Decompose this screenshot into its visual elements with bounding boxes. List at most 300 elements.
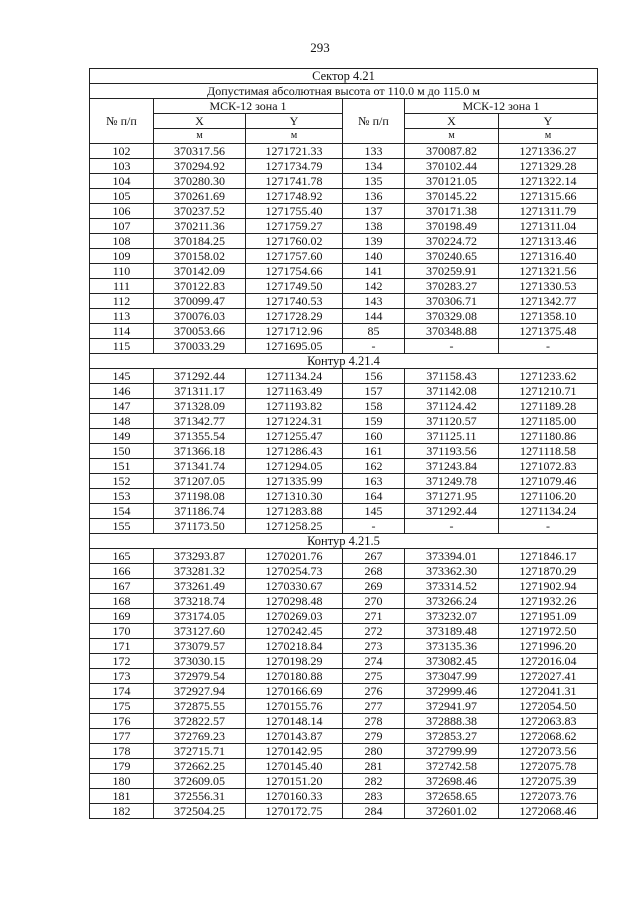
x-left-cell: 373261.49 — [154, 579, 246, 594]
y-right-cell: 1271342.77 — [499, 294, 598, 309]
point-num-right-cell: 268 — [343, 564, 405, 579]
x-right-cell: 370102.44 — [405, 159, 499, 174]
y-right-cell: 1271358.10 — [499, 309, 598, 324]
point-num-right-cell: 283 — [343, 789, 405, 804]
x-left-cell: 373293.87 — [154, 549, 246, 564]
y-right-cell: 1271311.79 — [499, 204, 598, 219]
y-right-cell: 1271375.48 — [499, 324, 598, 339]
table-row — [90, 234, 598, 249]
point-num-right-cell: 140 — [343, 249, 405, 264]
point-num-left-cell: 108 — [90, 234, 154, 249]
section-title: Контур 4.21.4 — [90, 354, 598, 369]
x-left-cell: 370211.36 — [154, 219, 246, 234]
x-left-cell: 373281.32 — [154, 564, 246, 579]
point-num-left-cell: 155 — [90, 519, 154, 534]
y-left-cell: 1271712.96 — [246, 324, 343, 339]
point-num-right-cell: 272 — [343, 624, 405, 639]
y-left-cell: 1271721.33 — [246, 144, 343, 159]
point-num-left-cell: 109 — [90, 249, 154, 264]
x-left-cell: 371198.08 — [154, 489, 246, 504]
y-left-cell: 1270166.69 — [246, 684, 343, 699]
y-left-cell: 1270201.76 — [246, 549, 343, 564]
y-right-cell: 1272068.46 — [499, 804, 598, 819]
x-left-cell: 370142.09 — [154, 264, 246, 279]
point-num-left-cell: 145 — [90, 369, 154, 384]
point-num-left-cell: 149 — [90, 429, 154, 444]
table-row — [90, 579, 598, 594]
y-left-cell: 1270143.87 — [246, 729, 343, 744]
system-header-right: МСК-12 зона 1 — [405, 99, 598, 114]
y-left-cell: 1270242.45 — [246, 624, 343, 639]
y-left-cell: 1271310.30 — [246, 489, 343, 504]
point-num-left-cell: 113 — [90, 309, 154, 324]
table-row — [90, 684, 598, 699]
point-num-left-cell: 181 — [90, 789, 154, 804]
height-range: Допустимая абсолютная высота от 110.0 м до 115.0 м — [90, 84, 598, 99]
y-right-cell: 1271079.46 — [499, 474, 598, 489]
point-num-right-cell: 279 — [343, 729, 405, 744]
table-row — [90, 669, 598, 684]
x-right-cell: 370121.05 — [405, 174, 499, 189]
point-num-left-cell: 166 — [90, 564, 154, 579]
point-num-right-cell: 271 — [343, 609, 405, 624]
point-num-left-cell: 115 — [90, 339, 154, 354]
point-num-right-cell: 275 — [343, 669, 405, 684]
y-right-cell: - — [499, 339, 598, 354]
point-num-left-cell: 167 — [90, 579, 154, 594]
unit-x-left: м — [154, 129, 246, 144]
point-num-left-cell: 182 — [90, 804, 154, 819]
x-right-cell: 371243.84 — [405, 459, 499, 474]
sector-title: Сектор 4.21 — [90, 69, 598, 84]
point-num-right-cell: - — [343, 519, 405, 534]
system-header-left: МСК-12 зона 1 — [154, 99, 343, 114]
point-num-right-cell: 142 — [343, 279, 405, 294]
point-num-left-cell: 168 — [90, 594, 154, 609]
point-num-left-cell: 178 — [90, 744, 154, 759]
point-num-left-cell: 172 — [90, 654, 154, 669]
x-right-cell: 371271.95 — [405, 489, 499, 504]
x-left-cell: 371341.74 — [154, 459, 246, 474]
y-left-cell: 1271193.82 — [246, 399, 343, 414]
x-left-cell: 371366.18 — [154, 444, 246, 459]
y-left-cell: 1271728.29 — [246, 309, 343, 324]
table-row — [90, 264, 598, 279]
y-left-cell: 1271757.60 — [246, 249, 343, 264]
y-right-cell: 1272016.04 — [499, 654, 598, 669]
point-num-right-cell: - — [343, 339, 405, 354]
x-left-cell: 372769.23 — [154, 729, 246, 744]
y-right-cell: 1271330.53 — [499, 279, 598, 294]
coordinates-table — [89, 68, 598, 819]
y-left-cell: 1271740.53 — [246, 294, 343, 309]
point-num-left-cell: 150 — [90, 444, 154, 459]
x-right-cell: 372658.65 — [405, 789, 499, 804]
y-right-cell: 1271185.00 — [499, 414, 598, 429]
table-row — [90, 774, 598, 789]
y-left-cell: 1270330.67 — [246, 579, 343, 594]
table-row — [90, 324, 598, 339]
x-right-cell: 370224.72 — [405, 234, 499, 249]
x-left-cell: 370280.30 — [154, 174, 246, 189]
x-right-cell: 372601.02 — [405, 804, 499, 819]
x-right-cell: 373266.24 — [405, 594, 499, 609]
y-right-cell: 1271329.28 — [499, 159, 598, 174]
x-header-left: X — [154, 114, 246, 129]
table-row — [90, 459, 598, 474]
x-left-cell: 370033.29 — [154, 339, 246, 354]
x-left-cell: 371292.44 — [154, 369, 246, 384]
unit-x-right: м — [405, 129, 499, 144]
point-num-left-cell: 146 — [90, 384, 154, 399]
x-right-cell: 370283.27 — [405, 279, 499, 294]
y-right-cell: 1272075.78 — [499, 759, 598, 774]
x-left-cell: 370076.03 — [154, 309, 246, 324]
point-num-right-cell: 282 — [343, 774, 405, 789]
x-right-cell: 370259.91 — [405, 264, 499, 279]
point-num-left-cell: 180 — [90, 774, 154, 789]
x-right-cell: 370087.82 — [405, 144, 499, 159]
table-row — [90, 519, 598, 534]
x-right-cell: 371142.08 — [405, 384, 499, 399]
y-right-cell: 1272075.39 — [499, 774, 598, 789]
x-right-cell: 372853.27 — [405, 729, 499, 744]
point-num-right-cell: 284 — [343, 804, 405, 819]
y-right-cell: 1271996.20 — [499, 639, 598, 654]
point-num-right-cell: 138 — [343, 219, 405, 234]
y-left-cell: 1271134.24 — [246, 369, 343, 384]
x-left-cell: 370261.69 — [154, 189, 246, 204]
y-right-cell: 1271932.26 — [499, 594, 598, 609]
x-right-cell: 371292.44 — [405, 504, 499, 519]
y-header-left: Y — [246, 114, 343, 129]
table-row — [90, 144, 598, 159]
x-left-cell: 371355.54 — [154, 429, 246, 444]
point-num-left-cell: 171 — [90, 639, 154, 654]
point-num-right-cell: 267 — [343, 549, 405, 564]
point-num-left-cell: 176 — [90, 714, 154, 729]
point-num-left-cell: 111 — [90, 279, 154, 294]
y-left-cell: 1271741.78 — [246, 174, 343, 189]
x-right-cell: 372799.99 — [405, 744, 499, 759]
x-right-cell: 370348.88 — [405, 324, 499, 339]
table-row — [90, 414, 598, 429]
x-right-cell: 373082.45 — [405, 654, 499, 669]
y-right-cell: 1271316.40 — [499, 249, 598, 264]
point-num-right-cell: 276 — [343, 684, 405, 699]
section-title: Контур 4.21.5 — [90, 534, 598, 549]
table-row — [90, 714, 598, 729]
y-left-cell: 1270148.14 — [246, 714, 343, 729]
unit-y-right: м — [499, 129, 598, 144]
y-left-cell: 1270145.40 — [246, 759, 343, 774]
y-left-cell: 1271286.43 — [246, 444, 343, 459]
x-right-cell: 371249.78 — [405, 474, 499, 489]
point-num-right-cell: 273 — [343, 639, 405, 654]
point-num-left-cell: 169 — [90, 609, 154, 624]
table-row — [90, 399, 598, 414]
num-header-right: № п/п — [343, 99, 405, 144]
y-left-cell: 1271335.99 — [246, 474, 343, 489]
point-num-left-cell: 112 — [90, 294, 154, 309]
point-num-left-cell: 148 — [90, 414, 154, 429]
table-row — [90, 219, 598, 234]
table-row — [90, 174, 598, 189]
point-num-left-cell: 110 — [90, 264, 154, 279]
point-num-right-cell: 158 — [343, 399, 405, 414]
x-left-cell: 372979.54 — [154, 669, 246, 684]
x-left-cell: 370122.83 — [154, 279, 246, 294]
point-num-right-cell: 274 — [343, 654, 405, 669]
table-row — [90, 804, 598, 819]
y-right-cell: 1272073.56 — [499, 744, 598, 759]
y-right-cell: 1271072.83 — [499, 459, 598, 474]
table-row — [90, 624, 598, 639]
point-num-right-cell: 280 — [343, 744, 405, 759]
x-left-cell: 372715.71 — [154, 744, 246, 759]
y-right-cell: 1272054.50 — [499, 699, 598, 714]
point-num-right-cell: 136 — [343, 189, 405, 204]
y-right-cell: 1271106.20 — [499, 489, 598, 504]
point-num-left-cell: 147 — [90, 399, 154, 414]
y-right-cell: 1271972.50 — [499, 624, 598, 639]
table-row — [90, 369, 598, 384]
y-left-cell: 1270155.76 — [246, 699, 343, 714]
table-row — [90, 444, 598, 459]
x-left-cell: 370237.52 — [154, 204, 246, 219]
table-row — [90, 744, 598, 759]
x-right-cell: 370306.71 — [405, 294, 499, 309]
x-right-cell: - — [405, 339, 499, 354]
y-right-cell: 1271321.56 — [499, 264, 598, 279]
x-left-cell: 371186.74 — [154, 504, 246, 519]
table-row — [90, 189, 598, 204]
x-left-cell: 372556.31 — [154, 789, 246, 804]
point-num-left-cell: 106 — [90, 204, 154, 219]
y-right-cell: 1271311.04 — [499, 219, 598, 234]
y-left-cell: 1270218.84 — [246, 639, 343, 654]
y-right-cell: 1271118.58 — [499, 444, 598, 459]
x-left-cell: 371342.77 — [154, 414, 246, 429]
x-left-cell: 372822.57 — [154, 714, 246, 729]
table-row — [90, 549, 598, 564]
y-left-cell: 1271734.79 — [246, 159, 343, 174]
y-left-cell: 1270198.29 — [246, 654, 343, 669]
x-right-cell: 373314.52 — [405, 579, 499, 594]
y-right-cell: 1271180.86 — [499, 429, 598, 444]
point-num-left-cell: 102 — [90, 144, 154, 159]
table-row — [90, 279, 598, 294]
table-row — [90, 294, 598, 309]
point-num-left-cell: 153 — [90, 489, 154, 504]
table-row — [90, 384, 598, 399]
point-num-left-cell: 177 — [90, 729, 154, 744]
y-right-cell: 1272068.62 — [499, 729, 598, 744]
y-right-cell: 1272073.76 — [499, 789, 598, 804]
y-left-cell: 1270151.20 — [246, 774, 343, 789]
y-right-cell: 1271846.17 — [499, 549, 598, 564]
point-num-right-cell: 133 — [343, 144, 405, 159]
y-right-cell: 1271870.29 — [499, 564, 598, 579]
y-left-cell: 1271255.47 — [246, 429, 343, 444]
table-row — [90, 309, 598, 324]
x-left-cell: 373030.15 — [154, 654, 246, 669]
point-num-right-cell: 162 — [343, 459, 405, 474]
y-left-cell: 1271748.92 — [246, 189, 343, 204]
x-left-cell: 373127.60 — [154, 624, 246, 639]
x-right-cell: 372999.46 — [405, 684, 499, 699]
point-num-right-cell: 135 — [343, 174, 405, 189]
y-left-cell: 1270160.33 — [246, 789, 343, 804]
x-left-cell: 370099.47 — [154, 294, 246, 309]
x-right-cell: 371125.11 — [405, 429, 499, 444]
x-right-cell: 372941.97 — [405, 699, 499, 714]
point-num-left-cell: 175 — [90, 699, 154, 714]
x-right-cell: 373189.48 — [405, 624, 499, 639]
y-right-cell: 1271322.14 — [499, 174, 598, 189]
point-num-left-cell: 107 — [90, 219, 154, 234]
y-left-cell: 1271224.31 — [246, 414, 343, 429]
page-number: 293 — [310, 40, 330, 55]
y-right-cell: - — [499, 519, 598, 534]
y-right-cell: 1272027.41 — [499, 669, 598, 684]
x-right-cell: 373047.99 — [405, 669, 499, 684]
table-row — [90, 609, 598, 624]
point-num-left-cell: 154 — [90, 504, 154, 519]
point-num-right-cell: 137 — [343, 204, 405, 219]
x-right-cell: 370240.65 — [405, 249, 499, 264]
y-right-cell: 1271233.62 — [499, 369, 598, 384]
table-row — [90, 654, 598, 669]
point-num-left-cell: 165 — [90, 549, 154, 564]
y-right-cell: 1271951.09 — [499, 609, 598, 624]
table-row — [90, 204, 598, 219]
y-left-cell: 1270269.03 — [246, 609, 343, 624]
y-right-cell: 1271315.66 — [499, 189, 598, 204]
x-left-cell: 370158.02 — [154, 249, 246, 264]
x-left-cell: 371173.50 — [154, 519, 246, 534]
x-right-cell: 372888.38 — [405, 714, 499, 729]
point-num-right-cell: 270 — [343, 594, 405, 609]
y-right-cell: 1272063.83 — [499, 714, 598, 729]
x-right-cell: - — [405, 519, 499, 534]
x-left-cell: 372609.05 — [154, 774, 246, 789]
table-row — [90, 729, 598, 744]
x-left-cell: 371207.05 — [154, 474, 246, 489]
point-num-left-cell: 105 — [90, 189, 154, 204]
y-right-cell: 1272041.31 — [499, 684, 598, 699]
point-num-right-cell: 145 — [343, 504, 405, 519]
y-right-cell: 1271313.46 — [499, 234, 598, 249]
table-row — [90, 504, 598, 519]
num-header-left: № п/п — [90, 99, 154, 144]
point-num-right-cell: 161 — [343, 444, 405, 459]
table-row — [90, 789, 598, 804]
y-left-cell: 1271294.05 — [246, 459, 343, 474]
point-num-left-cell: 103 — [90, 159, 154, 174]
table-row — [90, 474, 598, 489]
x-left-cell: 373079.57 — [154, 639, 246, 654]
table-row — [90, 699, 598, 714]
x-right-cell: 372698.46 — [405, 774, 499, 789]
point-num-right-cell: 277 — [343, 699, 405, 714]
x-left-cell: 371328.09 — [154, 399, 246, 414]
x-right-cell: 370198.49 — [405, 219, 499, 234]
section-header-row — [90, 354, 598, 369]
x-left-cell: 370184.25 — [154, 234, 246, 249]
point-num-right-cell: 143 — [343, 294, 405, 309]
point-num-right-cell: 139 — [343, 234, 405, 249]
y-right-cell: 1271189.28 — [499, 399, 598, 414]
section-header-row — [90, 534, 598, 549]
table-row — [90, 429, 598, 444]
y-left-cell: 1270254.73 — [246, 564, 343, 579]
table-row — [90, 489, 598, 504]
point-num-right-cell: 269 — [343, 579, 405, 594]
table-row — [90, 339, 598, 354]
table-row — [90, 759, 598, 774]
x-left-cell: 373218.74 — [154, 594, 246, 609]
y-right-cell: 1271336.27 — [499, 144, 598, 159]
y-right-cell: 1271210.71 — [499, 384, 598, 399]
point-num-left-cell: 104 — [90, 174, 154, 189]
y-left-cell: 1270172.75 — [246, 804, 343, 819]
table-row — [90, 249, 598, 264]
y-left-cell: 1271695.05 — [246, 339, 343, 354]
point-num-right-cell: 141 — [343, 264, 405, 279]
y-left-cell: 1271283.88 — [246, 504, 343, 519]
point-num-left-cell: 151 — [90, 459, 154, 474]
point-num-right-cell: 164 — [343, 489, 405, 504]
x-right-cell: 371158.43 — [405, 369, 499, 384]
y-right-cell: 1271902.94 — [499, 579, 598, 594]
y-left-cell: 1271258.25 — [246, 519, 343, 534]
point-num-right-cell: 160 — [343, 429, 405, 444]
point-num-right-cell: 144 — [343, 309, 405, 324]
y-left-cell: 1271749.50 — [246, 279, 343, 294]
y-left-cell: 1271163.49 — [246, 384, 343, 399]
point-num-left-cell: 152 — [90, 474, 154, 489]
x-left-cell: 372662.25 — [154, 759, 246, 774]
y-left-cell: 1270298.48 — [246, 594, 343, 609]
table-row — [90, 564, 598, 579]
y-left-cell: 1271755.40 — [246, 204, 343, 219]
x-right-cell: 371120.57 — [405, 414, 499, 429]
point-num-left-cell: 179 — [90, 759, 154, 774]
y-left-cell: 1270142.95 — [246, 744, 343, 759]
y-header-right: Y — [499, 114, 598, 129]
x-left-cell: 372504.25 — [154, 804, 246, 819]
x-right-cell: 371193.56 — [405, 444, 499, 459]
x-left-cell: 372875.55 — [154, 699, 246, 714]
x-left-cell: 370317.56 — [154, 144, 246, 159]
table-row — [90, 639, 598, 654]
point-num-right-cell: 163 — [343, 474, 405, 489]
point-num-left-cell: 170 — [90, 624, 154, 639]
x-right-cell: 373232.07 — [405, 609, 499, 624]
x-left-cell: 373174.05 — [154, 609, 246, 624]
x-right-cell: 373394.01 — [405, 549, 499, 564]
y-left-cell: 1271754.66 — [246, 264, 343, 279]
point-num-right-cell: 85 — [343, 324, 405, 339]
point-num-left-cell: 174 — [90, 684, 154, 699]
point-num-right-cell: 278 — [343, 714, 405, 729]
x-right-cell: 372742.58 — [405, 759, 499, 774]
x-left-cell: 370053.66 — [154, 324, 246, 339]
table-row — [90, 594, 598, 609]
point-num-right-cell: 156 — [343, 369, 405, 384]
y-left-cell: 1271759.27 — [246, 219, 343, 234]
